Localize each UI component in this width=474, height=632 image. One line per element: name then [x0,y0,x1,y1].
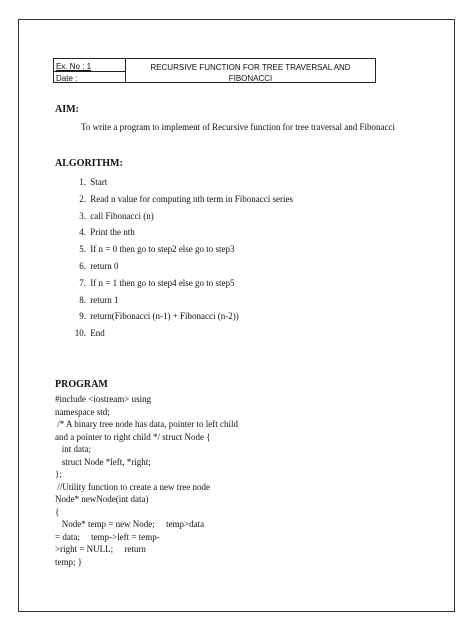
document-title-line-2: FIBONACCI [228,74,273,83]
step-number: 7. [79,277,86,288]
algorithm-step [68,278,293,295]
step-text: Print the nth [90,227,135,238]
program-heading: PROGRAM [55,379,108,390]
step-number: 8. [79,294,86,305]
header-divider [54,71,126,72]
date-label: Date : [56,74,78,83]
algorithm-step [68,311,293,328]
program-code: #include <iostream> using namespace std; /* A binary tree node has data, pointer to left child and a pointer to right child */ struct Node { int data; struct Node *left, *right; }; //Utility function to create a new tree node Node* newNode(int data) { Node* temp = new Node; temp>data = data; temp->left = temp- >right = NULL; return temp; } [55,394,238,567]
step-text: If n = 1 then go to step4 else go to step5 [90,277,235,288]
algorithm-step [68,295,293,312]
step-text: Start [90,177,108,187]
step-text: call Fibonacci (n) [90,210,154,221]
aim-text: To write a program to implement of Recursive function for tree traversal and Fibonacci [81,122,396,132]
step-number: 2. [79,193,86,204]
algorithm-step [68,211,293,228]
step-number: 1. [79,177,86,187]
header-table [53,58,376,83]
step-number: 10. [74,328,86,339]
document-title-line-1: RECURSIVE FUNCTION FOR TREE TRAVERSAL AND [150,63,351,72]
step-text: return(Fibonacci (n-1) + Fibonacci (n-2)) [90,311,239,322]
step-text: End [90,328,105,339]
step-number: 9. [79,311,86,322]
algorithm-heading: ALGORITHM: [55,158,123,169]
aim-heading: AIM: [55,104,79,115]
step-text: return 1 [90,294,119,305]
step-number: 5. [79,244,86,255]
step-text: Read n value for computing nth term in Fibonacci series [90,193,293,204]
step-text: return 0 [90,260,119,271]
step-text: If n = 0 then go to step2 else go to step3 [90,244,235,255]
algorithm-step [68,261,293,278]
document-title [126,62,375,84]
step-number: 4. [79,227,86,238]
algorithm-step [68,227,293,244]
algorithm-step [68,244,293,261]
algorithm-step [68,177,293,194]
algorithm-steps [68,177,293,345]
header-meta-cell [54,59,126,82]
algorithm-step [68,194,293,211]
step-number: 3. [79,210,86,221]
exercise-number: Ex. No : 1 [56,62,92,71]
step-number: 6. [79,260,86,271]
algorithm-step [68,328,293,345]
